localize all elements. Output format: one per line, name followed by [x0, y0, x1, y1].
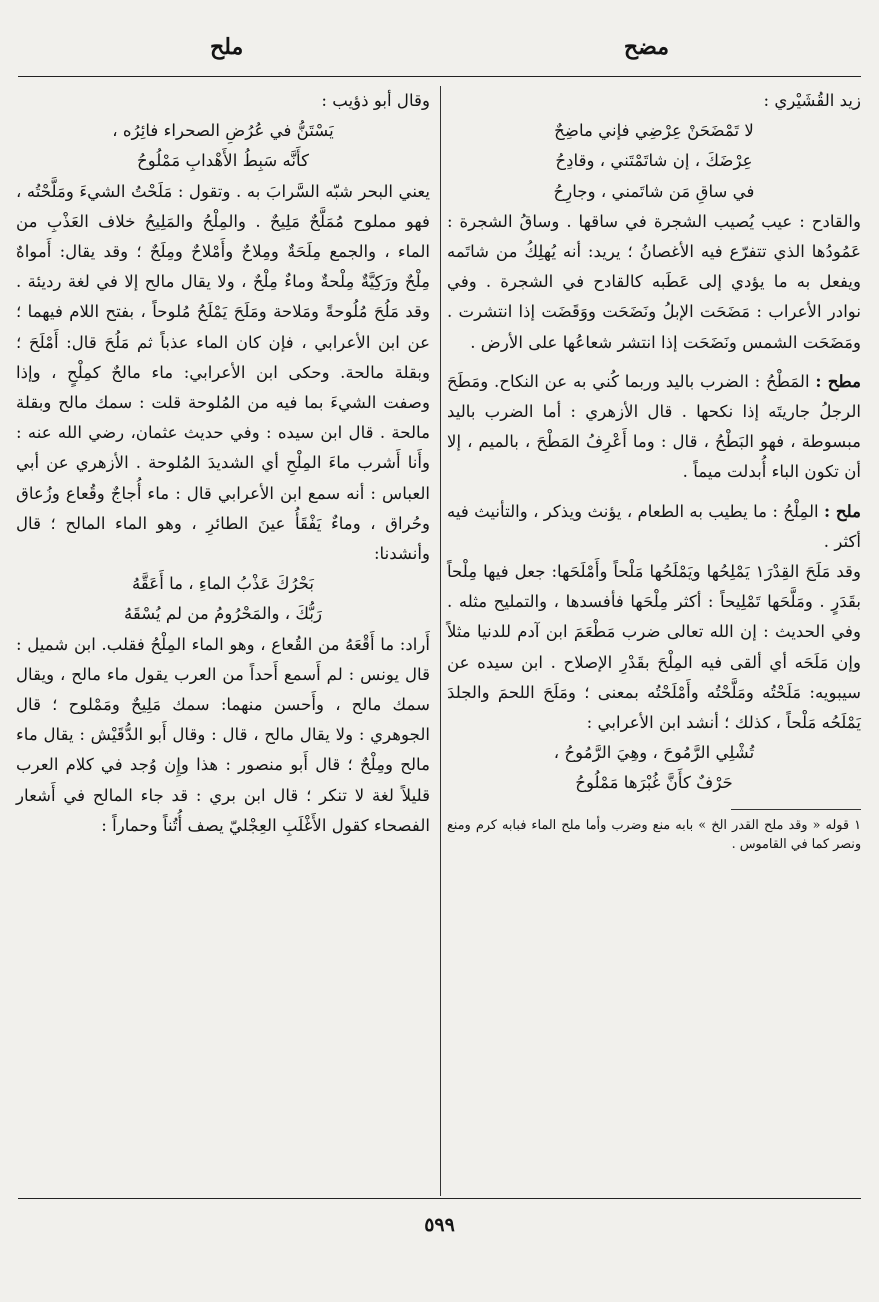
poem-verse: رَبُّكَ ، والمَحْرُومُ من لم يُسْقَهُ — [123, 604, 323, 624]
right-poem-1 — [447, 116, 861, 207]
poem-verse: يَسْتَنُّ في عُرُضِ الصحراء فائِرُه ، — [112, 121, 334, 141]
left-poem-1 — [16, 116, 430, 176]
right-paragraph-2: وقد مَلَحَ القِدْرَ١ يَمْلِحُها ويَمْلَحُها مَلْحاً وأَمْلَحَها: جعل فيها مِلْحاً بقَدَرٍ . ومَلَّحَها تَمْلِيحاً : أكثر مِلْحَها فأفسدها ، والتمليح مثله . وفي الحديث : إن الله تعالى ضرب مَطْعَمَ ابن آدم للدنيا مثلاً وإن مَلَحَه أي ألقى فيه المِلْحَ بقَدْرِ الإصلاح . ابن سيده عن سيبويه: مَلَحْتُه ومَلَّحْتُه وأَمْلَحْتُه بمعنى ؛ ومَلَحَ اللحمَ والجلدَ يَمْلَحُه مَلْحاً ، كذلك ؛ أنشد ابن الأعرابي : — [447, 562, 861, 733]
entry-text: المِلْحُ : ما يطيب به الطعام ، يؤنث ويذكر ، والتأنيث فيه أكثر . — [447, 501, 861, 551]
footnote: ١ قوله « وقد ملح القدر الخ » بابه منع وضرب وأما ملح الماء فبابه كرم ومنع ونصر كما في القاموس . — [447, 817, 861, 852]
entry-headword: ملح : — [823, 500, 862, 521]
poem-verse: لا تَمْضَحَنْ عِرْضِي فإني ماضِحٌ — [554, 121, 754, 141]
poem-verse: في ساقِ مَن شاتَمني ، وجارِحُ — [553, 181, 755, 201]
right-intro: زيد القُشَيْري : — [763, 91, 861, 110]
left-poem-2 — [16, 569, 430, 629]
poem-verse: بَحْرُكَ عَذْبُ الماءِ ، ما أَعَقَّهُ — [132, 574, 314, 594]
footnote-rule — [731, 809, 861, 810]
poem-verse: تُشْلِي الرَّمُوحَ ، وهِيَ الرَّمُوحُ ، — [553, 743, 755, 763]
entry-matah — [447, 366, 861, 488]
entry-malah — [447, 496, 861, 557]
header-left-word: ملح — [210, 34, 244, 60]
poem-verse: كأَنَّه سَبِطُ الأَهْدابِ مَمْلُوحُ — [137, 151, 309, 171]
poem-verse: حَرْفٌ كأَنَّ غُبْرَها مَمْلُوحُ — [575, 773, 733, 793]
entry-text: المَطْحُ : الضرب باليد وربما كُني به عن النكاح. ومَطَحَ الرجلُ جاريتَه إذا نكحها . قال الأزهري : أما الضرب باليد مبسوطة ، فهو البَطْحُ ، قال : وما أَعْرِفُ المَطْحَ ، بالميم ، إلا أن تكون الباء أُبدلت ميماً . — [447, 371, 861, 482]
left-paragraph-2: أَراد: ما أَقْعَهُ من القُعاع ، وهو الماء المِلْحُ فقلب. ابن شميل : قال يونس : لم أَسمع أَحداً من العرب يقول ماء مالح ، ويقال سمك مالح ، وأَحسن منهما: سمك مَلِيحٌ ومَمْلوح ؛ قال الجوهري : ولا يقال مالح ، قال : وقال أَبو الدُّقَيْش : يقال ماء مالح ومِلْحٌ ؛ قال أَبو منصور : هذا وإِن وُجد في كلام العرب قليلاً لغة لا تنكر ؛ قال ابن بري : قد جاء المالح في أَشعار الفصحاء كقول الأَغْلَبِ العِجْليّ يصف أُتُناً وحماراً : — [16, 634, 430, 835]
top-rule — [18, 76, 861, 77]
poem-verse: عِرْضَكَ ، إن شاتَمْتَني ، وقادِحُ — [555, 151, 753, 171]
column-divider — [440, 86, 441, 1196]
entry-headword: مطح : — [815, 370, 861, 391]
left-intro: وقال أبو ذؤيب : — [321, 91, 430, 110]
left-column — [16, 86, 430, 841]
page-number: ٥٩٩ — [424, 1214, 455, 1236]
right-column — [447, 86, 861, 854]
right-poem-2 — [447, 738, 861, 798]
header-right-word: مضح — [623, 34, 669, 60]
right-paragraph-1: والقادح : عيب يُصيب الشجرة في ساقها . وساقُ الشجرة : عَمُودُها الذي تتفرّع فيه الأغصانُ ؛ يريد: أنه يُهلِكُ من شاتَمه ويفعل به ما يؤدي إلى عَطَبه كالقادح في الشجرة . وفي نوادر الأعراب : مَضَحَت الإبلُ ونَضَحَت ووَقَضَت إذا انتشرت . ومَضَحَت الشمس ونَضَحَت إذا انتشر شعاعُها على الأرض . — [447, 211, 861, 352]
bottom-rule — [18, 1198, 861, 1199]
left-paragraph-1: يعني البحر شبّه السَّرابَ به . وتقول : مَلَحْتُ الشيءَ ومَلَّحْتُه ، فهو مملوح مُمَلَّحٌ مَلِيحٌ . والمِلْحُ والمَلِيحُ خلاف العَذْبِ من الماء ، والجمع مِلَحَةٌ ومِلاحٌ وأَمْلاحٌ ومِلَحٌ ؛ وقد يقال: أَمواهٌ مِلْحٌ ورَكِيَّةٌ مِلْحةٌ وماءٌ مِلْحٌ ، ولا يقال مالح إلا في لغة رديئة . وقد مَلُحَ مُلُوحةً ومَلاحة ومَلَحَ يَمْلَحُ مُلوحاً ، بفتح اللام فيهما ؛ عن ابن الأعرابي ، فإن كان الماء عذباً ثم مَلُحَ قال: أَمْلَحَ ؛ وبقلة مالحة. وحكى ابن الأعرابي: ماء مالحٌ كمِلْحٍ ، وإذا وصفت الشيءَ بما فيه من المُلوحة قلت : سمك مالح وبقلة مالحة . قال ابن سيده : وفي حديث عثمان، رضي الله عنه : وأَنا أَشرب ماءَ المِلْحِ أي الشديدَ المُلوحة . الأزهري عن أبي العباس : أنه سمع ابن الأعرابي قال : ماء أُجاجٌ وقُعاع وزُعاق وحُراق ، وماءٌ يَفْقَأُ عينَ الطائرِ ، وهو الماء المالح ؛ قال وأنشدنا: — [16, 181, 430, 564]
